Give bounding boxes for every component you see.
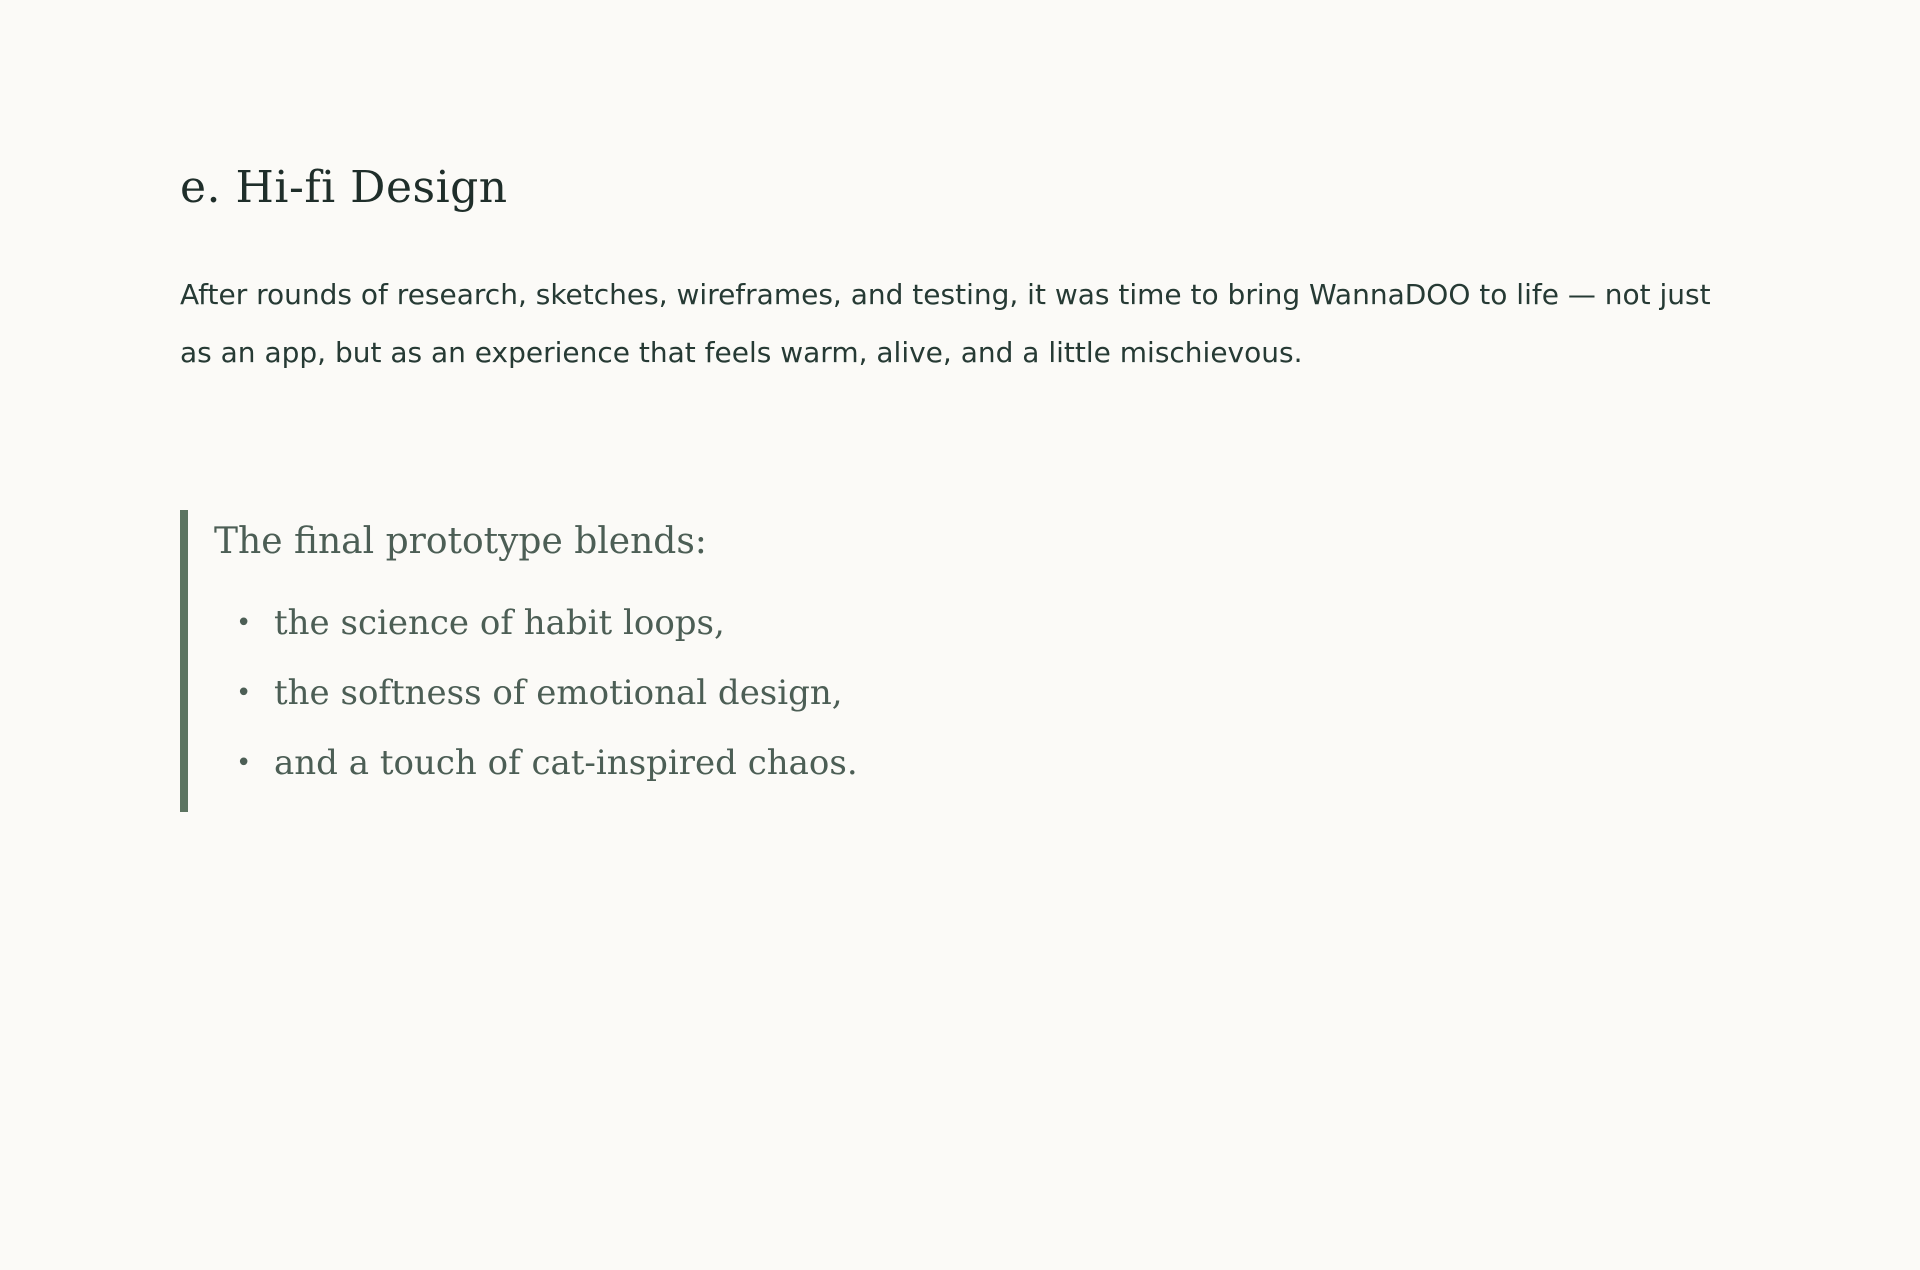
bullet-icon: • [236, 608, 252, 638]
list-item-text: the science of habit loops, [274, 603, 725, 643]
list-item [214, 658, 1080, 728]
list-item-text: the softness of emotional design, [274, 673, 843, 713]
quote-lead: The final prototype blends: [214, 521, 707, 562]
list-item [214, 728, 1080, 798]
prototype-blockquote [180, 510, 1080, 812]
blend-list [214, 588, 1080, 798]
intro-paragraph: After rounds of research, sketches, wireframes, and testing, it was time to bring WannaDOO to life — not just as an app, but as an experience that feels warm, alive, and a little mischievous. [180, 278, 1711, 369]
section-heading: e. Hi-fi Design [180, 162, 508, 213]
bullet-icon: • [236, 678, 252, 708]
hifi-design-section [180, 160, 1740, 812]
bullet-icon: • [236, 748, 252, 778]
list-item [214, 588, 1080, 658]
list-item-text: and a touch of cat-inspired chaos. [274, 743, 858, 783]
